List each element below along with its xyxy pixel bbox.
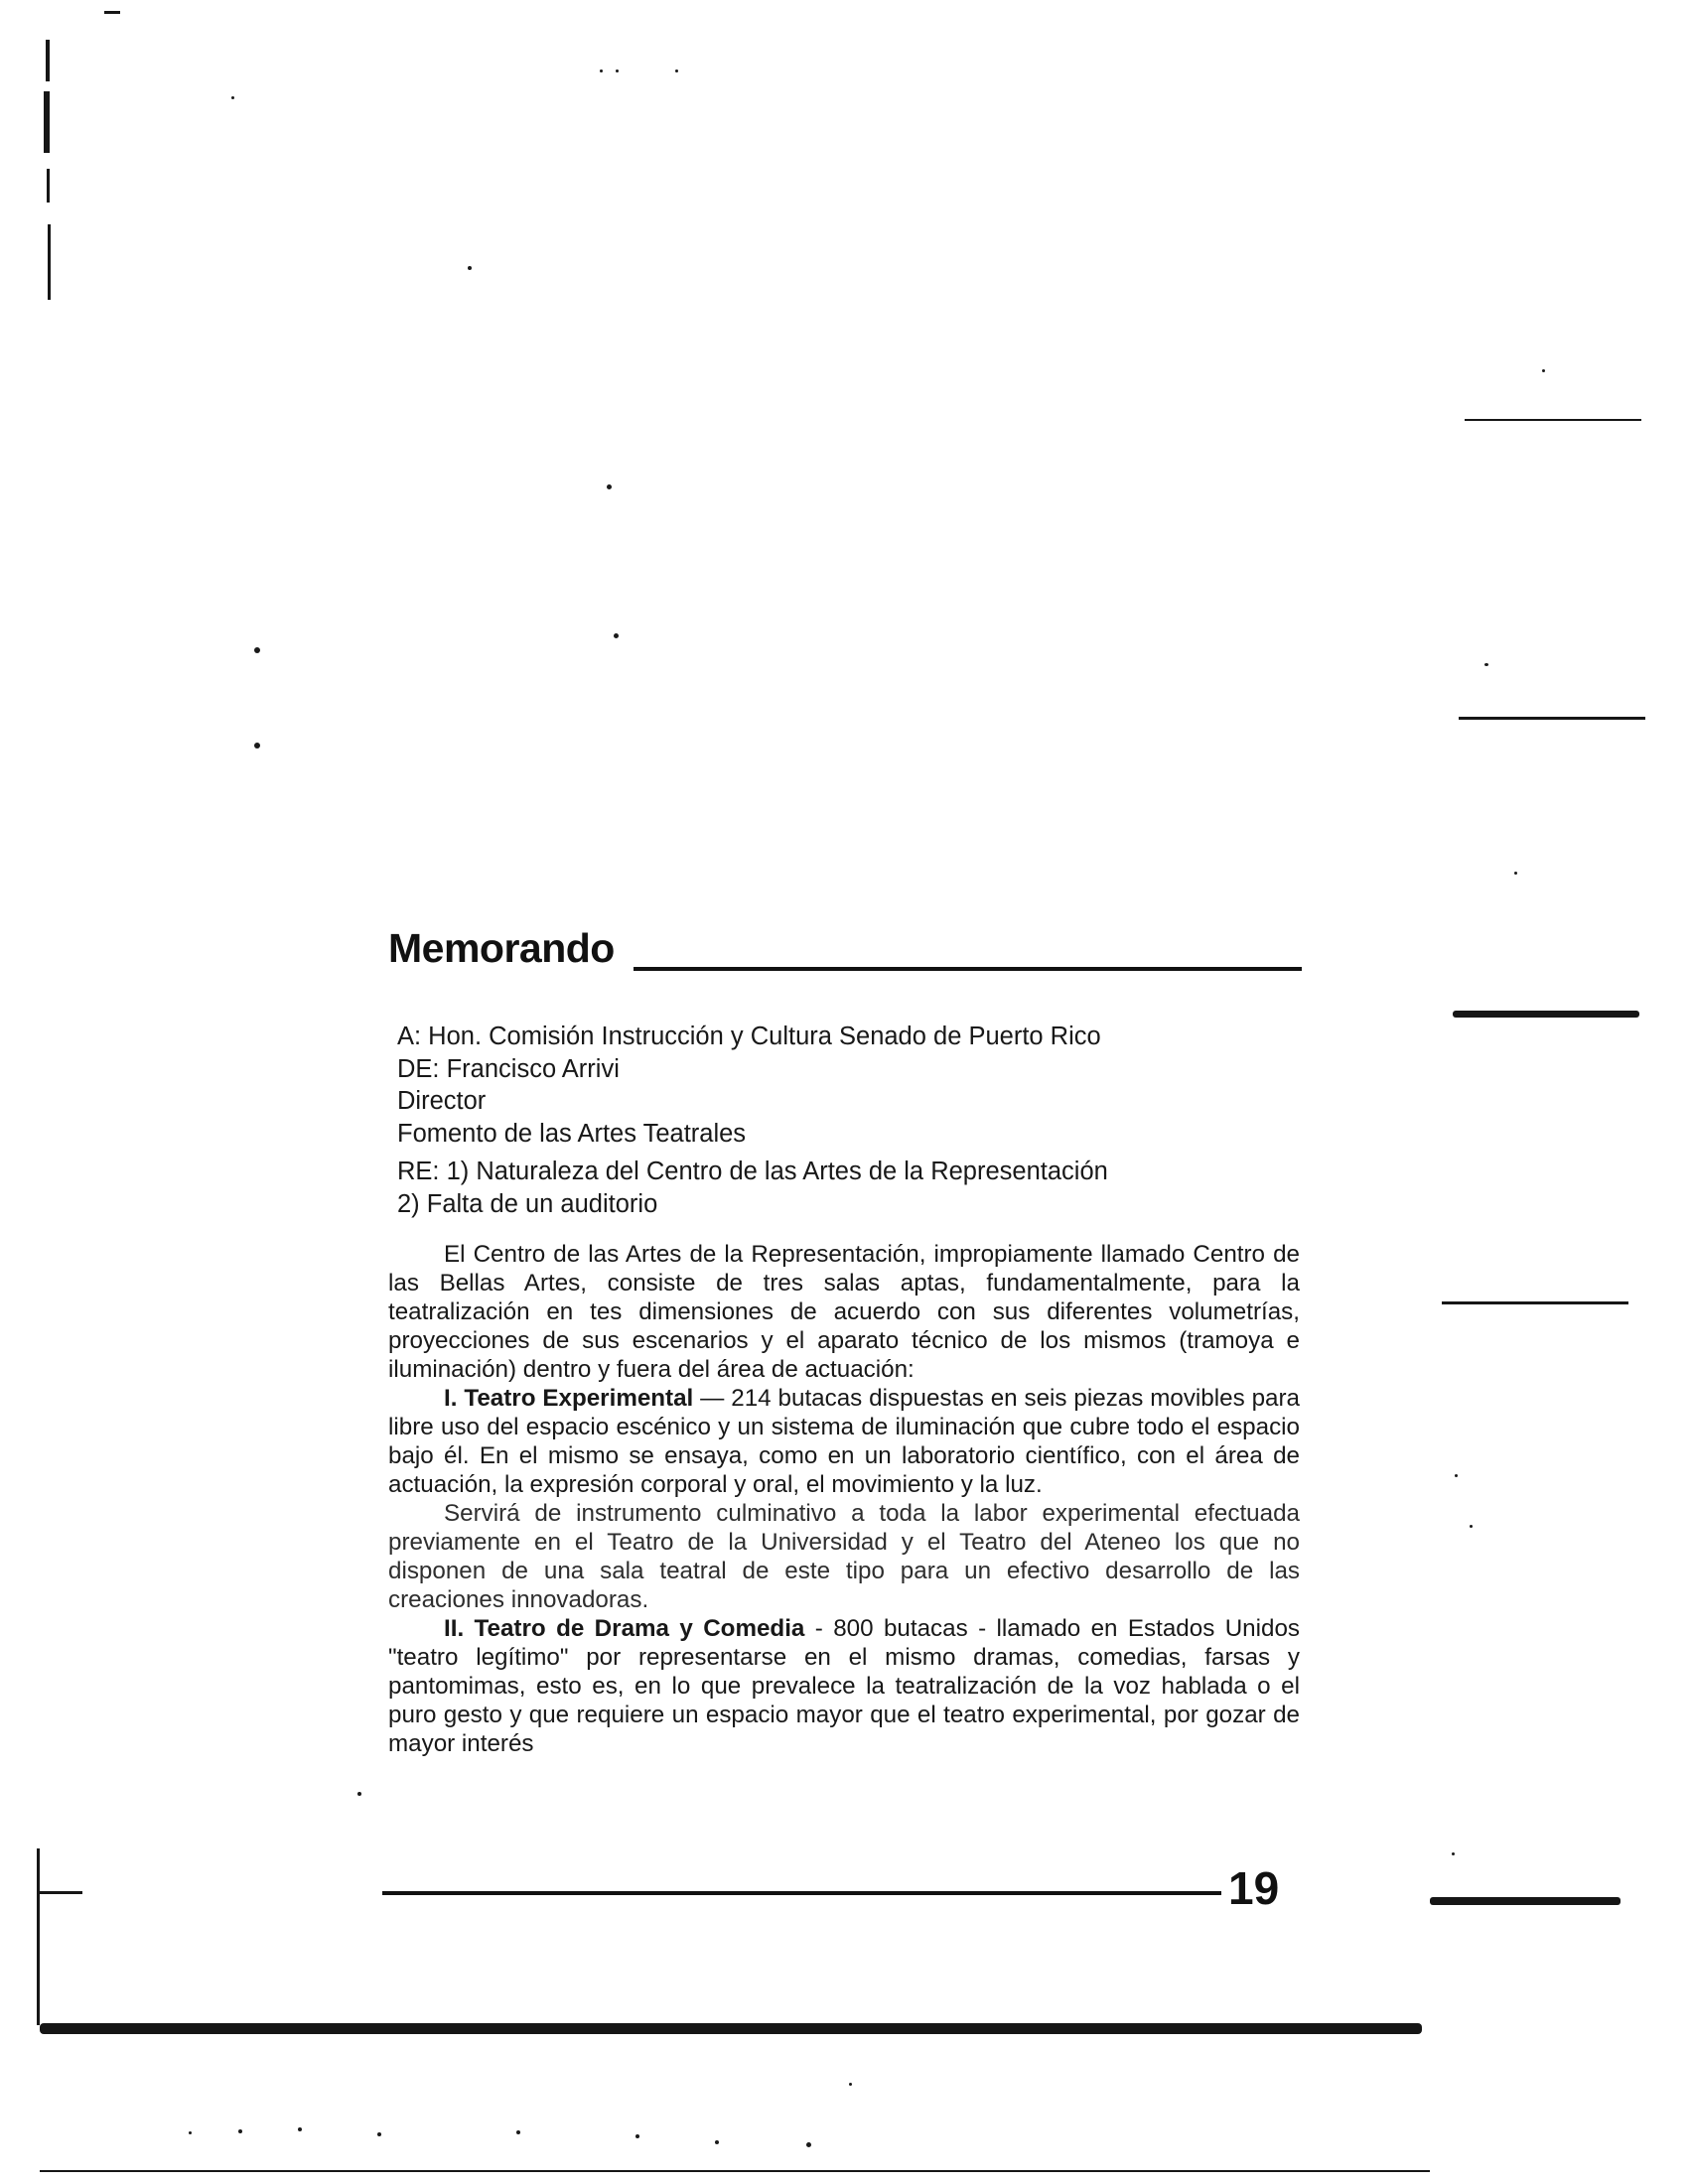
section-heading: II. Teatro de Drama y Comedia	[444, 1615, 805, 1642]
memo-title-row	[388, 925, 1302, 973]
scan-speck	[231, 96, 234, 99]
memo-re-line2: 2) Falta de un auditorio	[397, 1189, 658, 1218]
scan-speck	[468, 266, 472, 270]
scan-speck	[849, 2083, 852, 2086]
scan-speck	[607, 484, 612, 489]
scan-speck	[189, 2131, 192, 2134]
scan-speck	[254, 743, 260, 749]
scan-mark-left-low	[47, 169, 50, 203]
scan-mark-left-top	[46, 40, 50, 81]
intro-paragraph: El Centro de las Artes de la Representación, impropiamente llamado Centro de las Bellas Artes, consiste de tres salas aptas, fundamentalmente, para la teatralización en tes dimensiones de acuerdo con sus diferentes volumetrías, proyecciones de sus escenarios y el aparato técnico de los mismos (tramoya e iluminación) dentro y fuera del área de actuación:	[388, 1241, 1300, 1383]
scan-rule-right-5	[1430, 1897, 1621, 1905]
scan-rule-right-1	[1465, 419, 1641, 421]
scan-speck	[1542, 369, 1545, 372]
memo-to: A: Hon. Comisión Instrucción y Cultura Senado de Puerto Rico	[397, 1023, 1101, 1050]
scan-speck	[1514, 872, 1517, 875]
scan-rule-right-4	[1442, 1301, 1628, 1304]
scan-rule-bottom-thin	[40, 2170, 1430, 2172]
followup-paragraph: Servirá de instrumento culminativo a toda la labor experimental efectuada previamente en el Teatro de la Universidad y el Teatro del Ateneo los que no disponen de una sala teatral de este tipo para un efectivo desarrollo de las creaciones innovadoras.	[388, 1500, 1300, 1613]
scan-speck	[635, 2134, 639, 2138]
memo-re-line1: RE: 1) Naturaleza del Centro de las Artes de la Representación	[397, 1158, 1108, 1185]
scan-speck	[600, 69, 603, 72]
memo-header	[397, 1021, 1291, 1220]
memo-office: Fomento de las Artes Teatrales	[397, 1119, 747, 1148]
scan-speck	[675, 69, 678, 72]
footer-rule	[382, 1891, 1221, 1895]
section-text: — 214 butacas dispuestas en seis piezas movibles para libre uso del espacio escénico y un sistema de iluminación que cubre todo el espacio bajo él. En el mismo se ensaya, como en un laboratorio científico, con el área de actuación, la expresión corporal y oral, el movimiento y la luz.	[388, 1385, 1300, 1498]
scan-speck	[238, 2129, 242, 2133]
memo-position: Director	[397, 1087, 487, 1115]
section-heading: I. Teatro Experimental	[444, 1385, 694, 1412]
section-teatro-drama	[388, 1614, 1300, 1758]
section-teatro-experimental	[388, 1384, 1300, 1499]
scan-speck	[614, 633, 619, 638]
section-text: - 800 butacas - llamado en Estados Unidos "teatro legítimo" por representarse en el mismo dramas, comedias, farsas y pantomimas, esto es, en lo que prevalece la teatralización de la voz hablada o el puro gesto y que requiere un espacio mayor que el teatro experimental, por gozar de mayor interés	[388, 1615, 1300, 1757]
scan-speck	[254, 647, 260, 653]
scan-mark-left-mid	[44, 91, 50, 153]
scan-rule-right-3	[1453, 1011, 1639, 1018]
title-rule	[634, 967, 1302, 971]
scan-rule-bottom-thick	[40, 2023, 1422, 2034]
scan-speck	[616, 69, 619, 72]
scan-speck	[516, 2130, 520, 2134]
scan-speck	[377, 2132, 381, 2136]
scan-speck	[1455, 1474, 1458, 1477]
scan-speck	[357, 1792, 361, 1796]
page-number: 19	[1228, 1862, 1280, 1914]
memo-body	[388, 1240, 1300, 1758]
scan-speck	[1484, 663, 1488, 666]
scan-speck	[1452, 1852, 1455, 1855]
memo-from: DE: Francisco Arrivi	[397, 1054, 620, 1083]
scan-bracket-tick	[37, 1891, 82, 1894]
scan-speck	[1470, 1525, 1473, 1528]
memo-title: Memorando	[388, 925, 615, 971]
scan-speck	[298, 2127, 302, 2131]
scan-mark-left-low2	[48, 224, 51, 300]
scan-mark-top-dash	[104, 11, 120, 14]
scan-bracket-vertical	[37, 1848, 40, 2025]
scan-speck	[715, 2140, 719, 2144]
scan-speck	[806, 2142, 811, 2147]
scan-rule-right-2	[1459, 717, 1645, 720]
